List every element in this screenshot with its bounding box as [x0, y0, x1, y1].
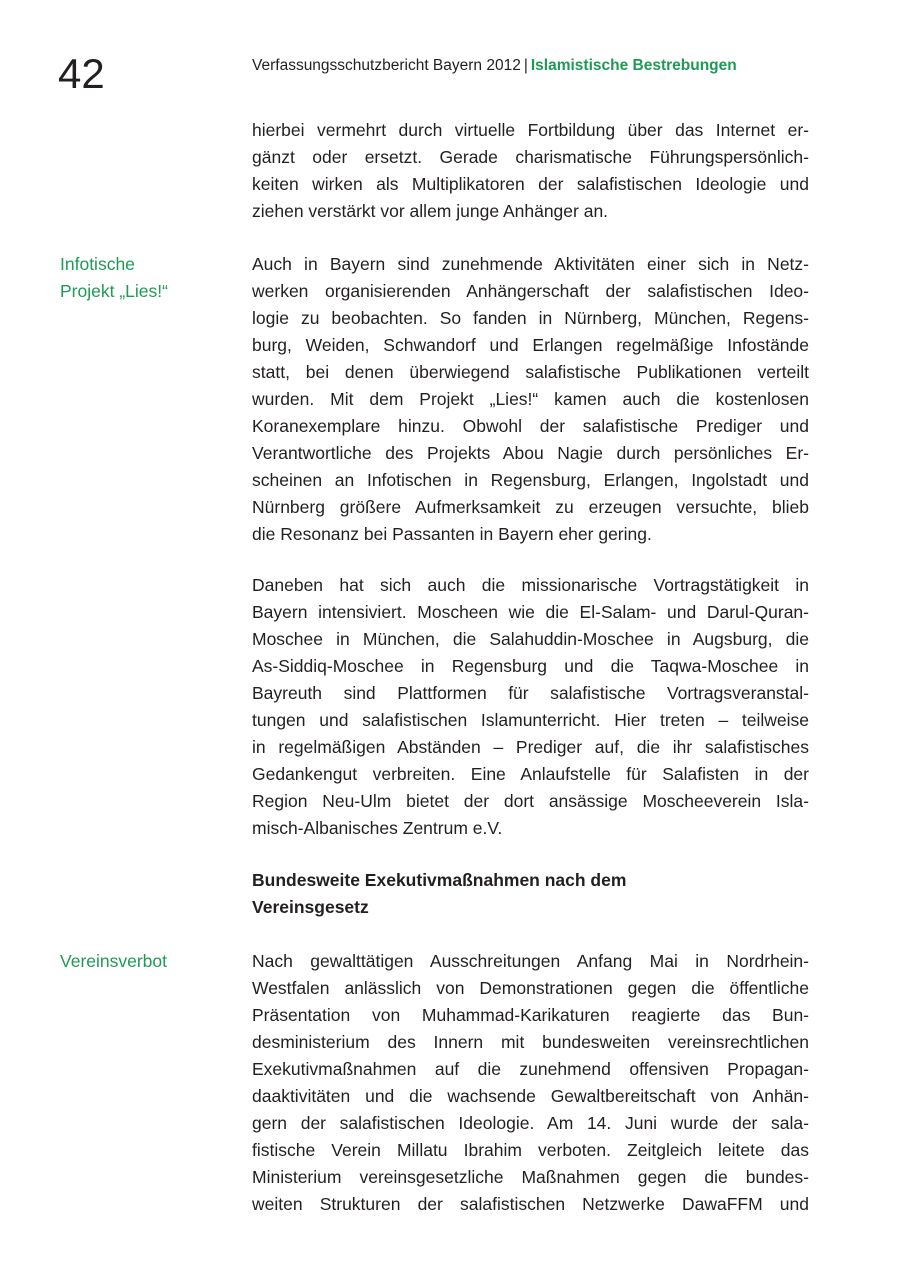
text-line: Nürnberg größere Aufmerksamkeit zu erzeugen versuchte, blieb [252, 497, 809, 517]
paragraph-vereinsverbot [252, 948, 809, 1218]
text-line: scheinen an Infotischen in Regensburg, Erlangen, Ingolstadt und [252, 470, 809, 490]
text-line: Bayreuth sind Plattformen für salafistische Vortragsveranstal- [252, 683, 809, 703]
paragraph-intro [252, 117, 809, 225]
text-line: Moschee in München, die Salahuddin-Moschee in Augsburg, die [252, 629, 809, 649]
heading-line: Vereinsgesetz [252, 897, 369, 917]
text-line: burg, Weiden, Schwandorf und Erlangen regelmäßige Infostände [252, 335, 809, 355]
page-number: 42 [58, 50, 105, 97]
text-line: As-Siddiq-Moschee in Regensburg und die Taqwa-Moschee in [252, 656, 809, 676]
text-line: Daneben hat sich auch die missionarische Vortragstätigkeit in [252, 575, 809, 595]
text-line: fistische Verein Millatu Ibrahim verboten. Zeitgleich leitete das [252, 1140, 809, 1160]
text-line: Ministerium vereinsgesetzliche Maßnahmen gegen die bundes- [252, 1167, 809, 1187]
running-header [252, 56, 737, 76]
section-heading [252, 867, 809, 921]
text-line: gänzt oder ersetzt. Gerade charismatische Führungspersönlich- [252, 147, 809, 167]
text-line: Auch in Bayern sind zunehmende Aktivitäten einer sich in Netz- [252, 254, 809, 274]
text-line: Bayern intensiviert. Moscheen wie die El-Salam- und Darul-Quran- [252, 602, 809, 622]
text-line: statt, bei denen überwiegend salafistische Publikationen verteilt [252, 362, 809, 382]
text-line: Nach gewalttätigen Ausschreitungen Anfang Mai in Nordrhein- [252, 951, 809, 971]
text-line: wurden. Mit dem Projekt „Lies!“ kamen auch die kostenlosen [252, 389, 809, 409]
text-line: Koranexemplare hinzu. Obwohl der salafistische Prediger und [252, 416, 809, 436]
text-line: desministerium des Innern mit bundesweiten vereinsrechtlichen [252, 1032, 809, 1052]
paragraph-infotische [252, 251, 809, 548]
publication-title: Verfassungsschutzbericht Bayern 2012 [252, 57, 521, 74]
margin-note-line: Infotische [60, 254, 135, 274]
margin-note-line: Vereinsverbot [60, 951, 168, 971]
text-line: Verantwortliche des Projekts Abou Nagie durch persönliches Er- [252, 443, 809, 463]
margin-note-line: Projekt „Lies!“ [60, 281, 168, 301]
section-title: Islamistische Bestrebungen [530, 57, 737, 74]
margin-note-vereinsverbot [60, 948, 240, 975]
text-line: ziehen verstärkt vor allem junge Anhänger an. [252, 201, 609, 221]
text-line: tungen und salafistischen Islamunterricht. Hier treten – teilweise [252, 710, 809, 730]
text-line: misch-Albanisches Zentrum e.V. [252, 818, 503, 838]
text-line: daaktivitäten und die wachsende Gewaltbereitschaft von Anhän- [252, 1086, 809, 1106]
margin-note-infotische [60, 251, 240, 305]
text-line: weiten Strukturen der salafistischen Netzwerke DawaFFM und [252, 1194, 809, 1214]
text-line: Region Neu-Ulm bietet der dort ansässige Moscheeverein Isla- [252, 791, 809, 811]
text-line: werken organisierenden Anhängerschaft der salafistischen Ideo- [252, 281, 809, 301]
text-line: Westfalen anlässlich von Demonstrationen gegen die öffentliche [252, 978, 809, 998]
text-line: Gedankengut verbreiten. Eine Anlaufstelle für Salafisten in der [252, 764, 809, 784]
text-line: Präsentation von Muhammad-Karikaturen reagierte das Bun- [252, 1005, 809, 1025]
heading-line: Bundesweite Exekutivmaßnahmen nach dem [252, 870, 627, 890]
text-line: Exekutivmaßnahmen auf die zunehmend offensiven Propagan- [252, 1059, 809, 1079]
text-line: in regelmäßigen Abständen – Prediger auf, die ihr salafistisches [252, 737, 809, 757]
text-line: keiten wirken als Multiplikatoren der salafistischen Ideologie und [252, 174, 809, 194]
paragraph-vortrag [252, 572, 809, 842]
header-separator: | [523, 57, 528, 74]
text-line: logie zu beobachten. So fanden in Nürnberg, München, Regens- [252, 308, 809, 328]
text-line: gern der salafistischen Ideologie. Am 14. Juni wurde der sala- [252, 1113, 809, 1133]
text-line: hierbei vermehrt durch virtuelle Fortbildung über das Internet er- [252, 120, 809, 140]
text-line: die Resonanz bei Passanten in Bayern eher gering. [252, 524, 652, 544]
